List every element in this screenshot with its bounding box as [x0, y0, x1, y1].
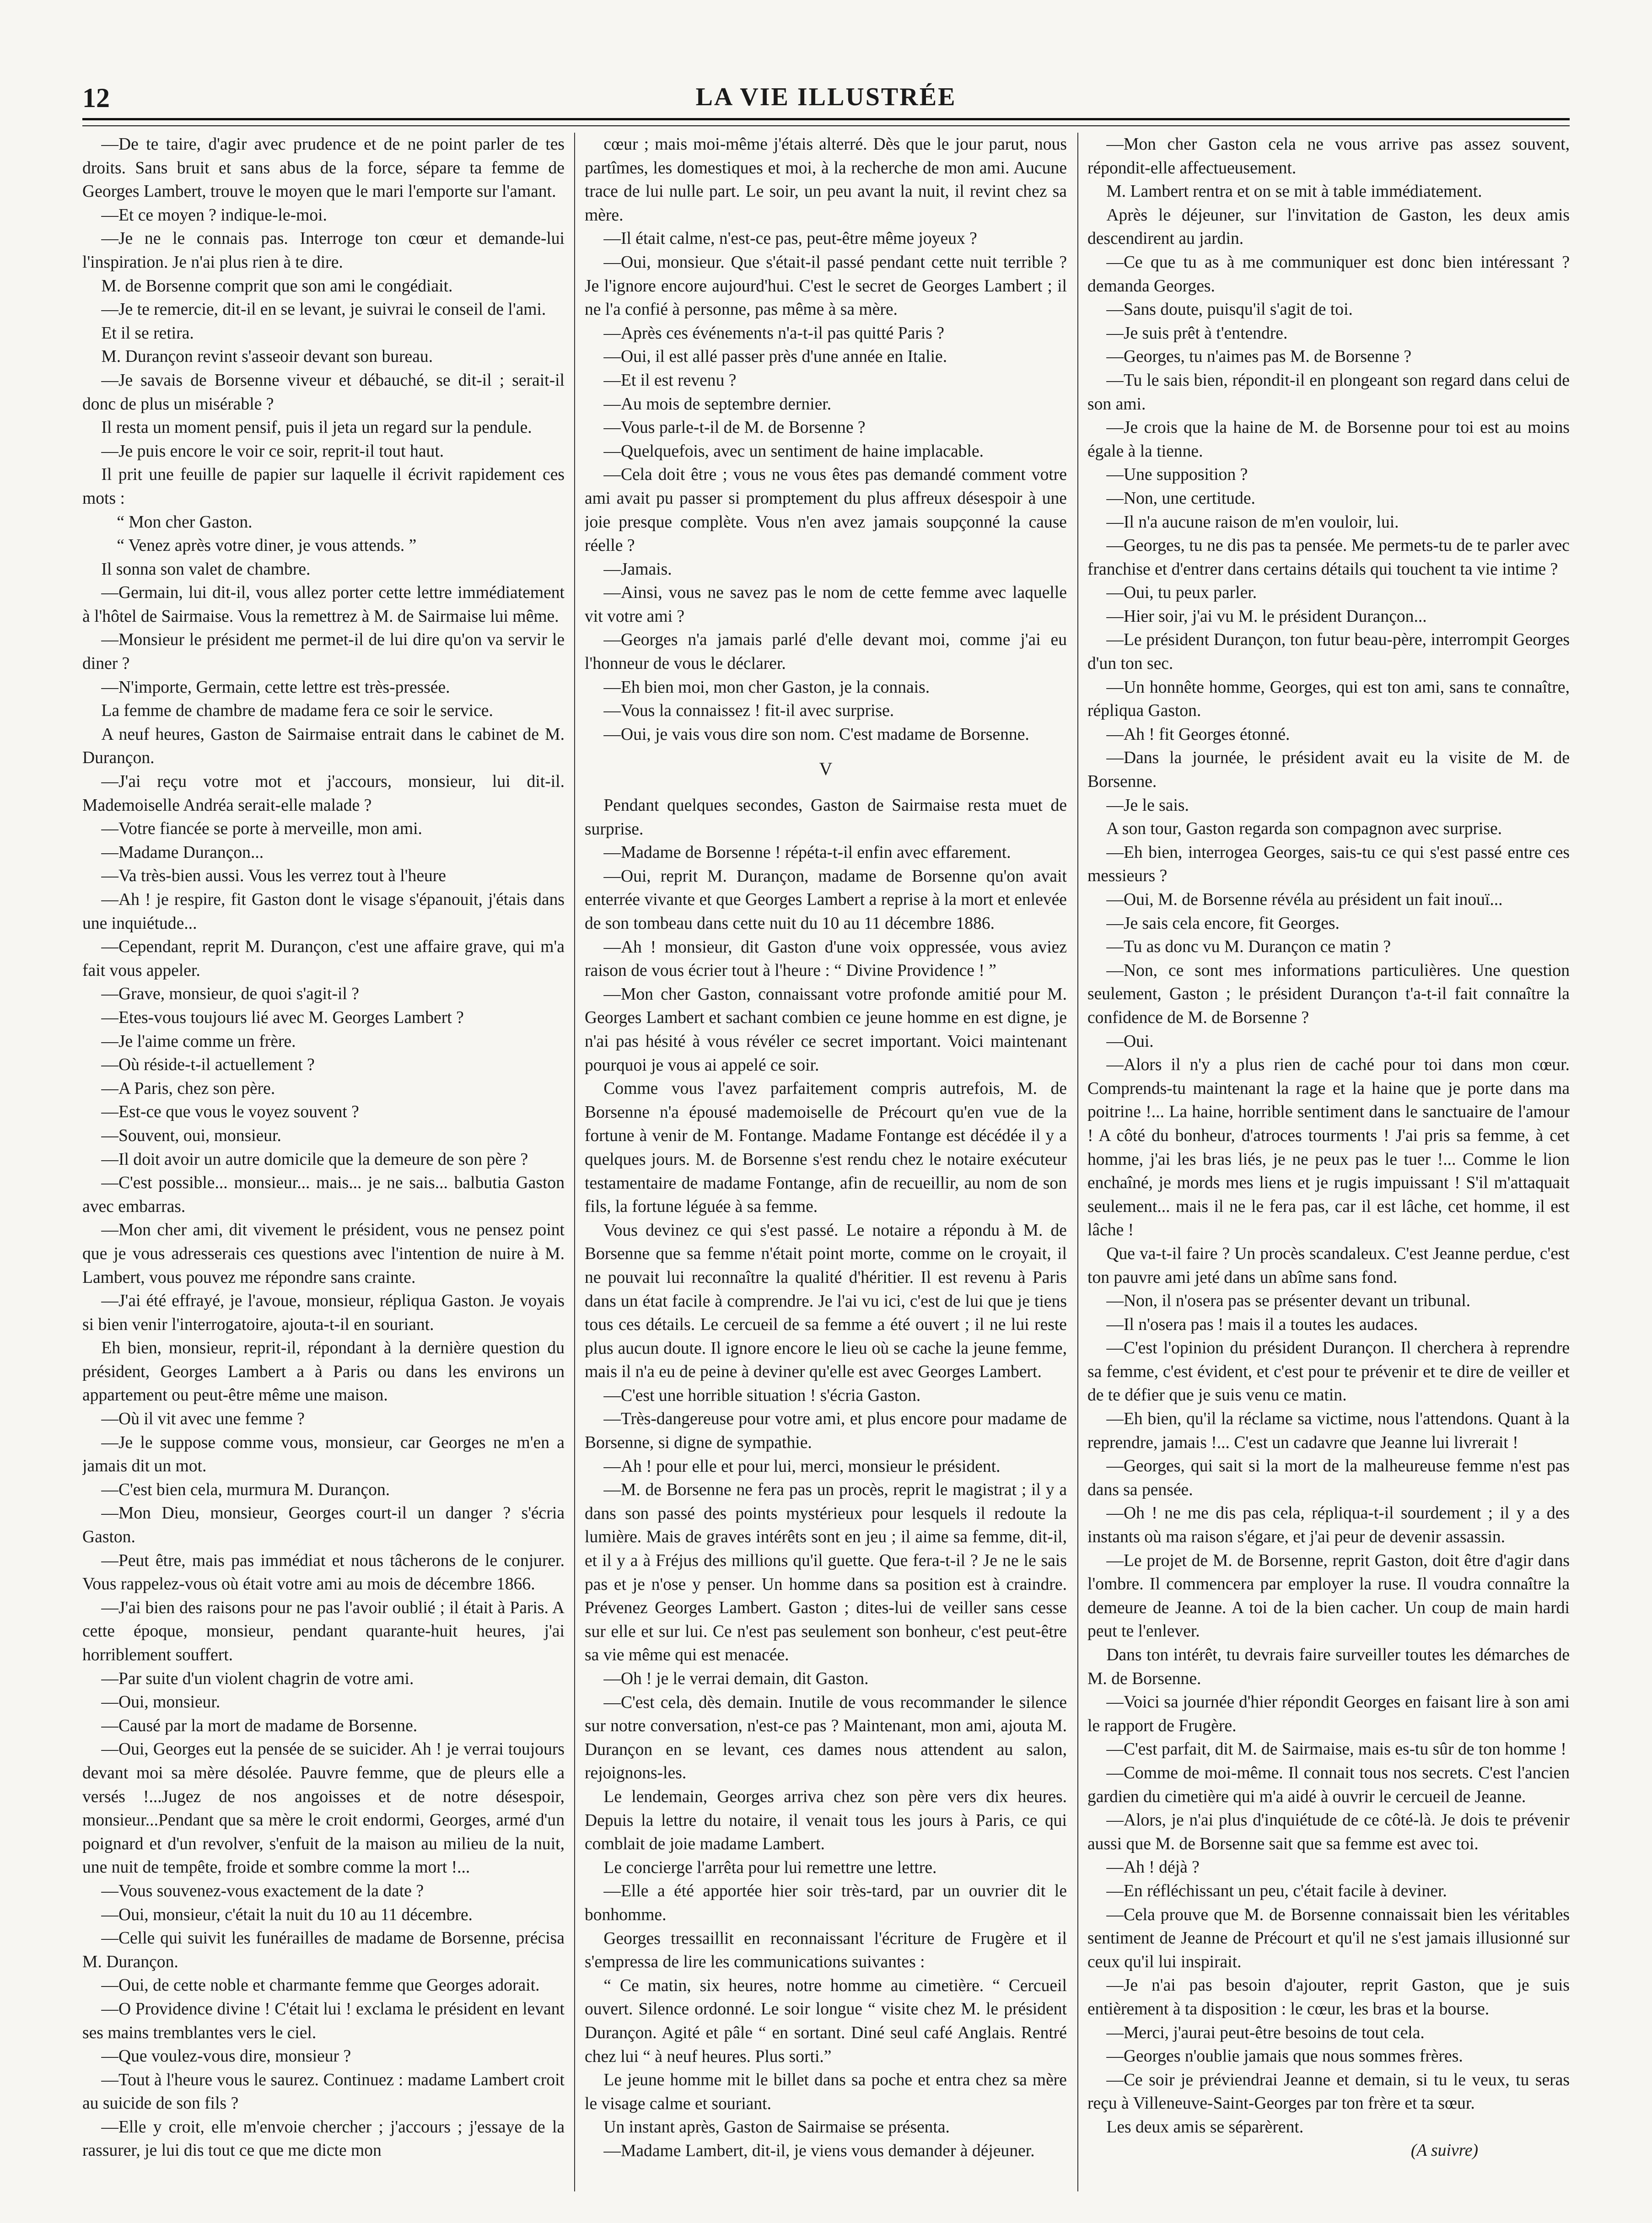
paragraph: —Le projet de M. de Borsenne, reprit Gaston, doit être d'agir dans l'ombre. Il commencera par employer la ruse. Il voudra connaître la demeure de Jeanne. A toi de la bien cacher. Un coup de main hardi peut te l'enlever.	[1087, 1551, 1570, 1641]
paragraph: “ Venez après votre diner, je vous attends. ”	[117, 536, 417, 555]
continuation-note: (A suivre)	[1410, 2141, 1478, 2160]
paragraph: —Je le suppose comme vous, monsieur, car Georges ne m'en a jamais dit un mot.	[82, 1433, 565, 1476]
paragraph: —O Providence divine ! C'était lui ! exclama le président en levant ses mains tremblantes vers le ciel.	[82, 1999, 565, 2042]
paragraph: —Peut être, mais pas immédiat et nous tâcherons de le conjurer. Vous rappelez-vous où était votre ami au mois de décembre 1866.	[82, 1551, 565, 1594]
paragraph: —Tu le sais bien, répondit-il en plongeant son regard dans celui de son ami.	[1087, 371, 1570, 414]
paragraph: —Oui, monsieur. Que s'était-il passé pendant cette nuit terrible ? Je l'ignore encore aujourd'hui. C'est le secret de Georges Lambert ; il ne l'a confié à personne, pas même à sa mère.	[585, 253, 1067, 319]
paragraph: —Elle a été apportée hier soir très-tard, par un ouvrier dit le bonhomme.	[585, 1882, 1067, 1924]
paragraph: —Cela prouve que M. de Borsenne connaissait bien les véritables sentiment de Jeanne de Précourt et qu'il ne s'est jamais illusionné sur ceux qu'il lui inspirait.	[1087, 1905, 1570, 1971]
paragraph: —Monsieur le président me permet-il de lui dire qu'on va servir le diner ?	[82, 630, 565, 673]
paragraph: —Ah ! fit Georges étonné.	[1106, 725, 1290, 744]
paragraph: —Oui, monsieur.	[101, 1693, 221, 1712]
paragraph: —Mon cher Gaston, connaissant votre profonde amitié pour M. Georges Lambert et sachant combien ce jeune homme en est digne, je n'ai pas hésité à vous révéler ce secret important. Voici maintenant pourquoi je vous ai appelé ce soir.	[585, 985, 1067, 1075]
paragraph: Il resta un moment pensif, puis il jeta un regard sur la pendule.	[101, 418, 532, 437]
paragraph: —Causé par la mort de madame de Borsenne.	[101, 1716, 418, 1735]
paragraph: Pendant quelques secondes, Gaston de Sairmaise resta muet de surprise.	[585, 796, 1067, 839]
paragraph: —Le président Durançon, ton futur beau-père, interrompit Georges d'un ton sec.	[1087, 630, 1570, 673]
paragraph: —Je savais de Borsenne viveur et débauché, se dit-il ; serait-il donc de plus un misérable ?	[82, 371, 565, 414]
paragraph: —N'importe, Germain, cette lettre est très-pressée.	[101, 678, 450, 697]
paragraph: —Eh bien, interrogea Georges, sais-tu ce qui s'est passé entre ces messieurs ?	[1087, 843, 1570, 886]
paragraph: —Il doit avoir un autre domicile que la demeure de son père ?	[101, 1150, 528, 1169]
paragraph: A son tour, Gaston regarda son compagnon avec surprise.	[1106, 819, 1502, 839]
paragraph: “ Mon cher Gaston.	[117, 512, 253, 532]
column-divider	[1077, 133, 1078, 2191]
paragraph: —Hier soir, j'ai vu M. le président Durançon...	[1106, 607, 1427, 626]
paragraph: —A Paris, chez son père.	[101, 1079, 275, 1098]
paragraph: —Eh bien, qu'il la réclame sa victime, nous l'attendons. Quant à la reprendre, jamais !... C'est un cadavre que Jeanne lui livrerait !	[1087, 1410, 1570, 1452]
paragraph: —Oui, Georges eut la pensée de se suicider. Ah ! je verrai toujours devant moi sa mère désolée. Pauvre femme, que de pleurs elle a versés !...Jugez de nos angoisses et de notre désespoir, monsieur...Pendant que sa mère le croit endormi, Georges, armé d'un poignard et d'un revolver, s'enfuit de la maison au milieu de la nuit, une nuit de tempête, froide et sombre comme la mort !...	[82, 1740, 565, 1877]
text-column-3	[1087, 133, 1570, 2198]
paragraph: —Par suite d'un violent chagrin de votre ami.	[101, 1669, 414, 1688]
paragraph: —Que voulez-vous dire, monsieur ?	[101, 2047, 351, 2066]
paragraph: —J'ai été effrayé, je l'avoue, monsieur, répliqua Gaston. Je voyais si bien venir l'interrogatoire, ajouta-t-il en souriant.	[82, 1292, 565, 1334]
paragraph: —Je l'aime comme un frère.	[101, 1032, 296, 1051]
paragraph: —Jamais.	[603, 560, 672, 579]
paragraph: —Vous parle-t-il de M. de Borsenne ?	[603, 418, 866, 437]
paragraph: Le concierge l'arrêta pour lui remettre une lettre.	[603, 1858, 937, 1877]
paragraph: —Est-ce que vous le voyez souvent ?	[101, 1103, 359, 1122]
paragraph: —Mon Dieu, monsieur, Georges court-il un danger ? s'écria Gaston.	[82, 1504, 565, 1547]
paragraph: —Et il est revenu ?	[603, 371, 737, 390]
paragraph: —Elle y croit, elle m'envoie chercher ; j'accours ; j'essaye de la rassurer, je lui dis tout ce que me dicte mon	[82, 2117, 565, 2160]
paragraph: —Une supposition ?	[1106, 465, 1248, 484]
paragraph: Et il se retira.	[101, 323, 194, 343]
paragraph: —Ce soir je préviendrai Jeanne et demain, si tu le veux, tu seras reçu à Villeneuve-Saint-Georges par ton frère et ta sœur.	[1087, 2070, 1570, 2113]
paragraph: —Oui.	[1106, 1032, 1154, 1051]
paragraph: —Eh bien moi, mon cher Gaston, je la connais.	[603, 678, 930, 697]
paragraph: —C'est possible... monsieur... mais... je ne sais... balbutia Gaston avec embarras.	[82, 1173, 565, 1216]
paragraph: —Oui, de cette noble et charmante femme que Georges adorait.	[101, 1976, 540, 1995]
paragraph: —Je suis prêt à t'entendre.	[1106, 323, 1288, 343]
paragraph: La femme de chambre de madame fera ce soir le service.	[101, 701, 493, 721]
paragraph: —C'est cela, dès demain. Inutile de vous recommander le silence sur notre conversation, n'est-ce pas ? Maintenant, mon ami, ajouta M. Durançon en se levant, ces dames nous attendent au salon, rejoignons-les.	[585, 1693, 1067, 1783]
paragraph: Les deux amis se séparèrent.	[1106, 2117, 1304, 2137]
paragraph: —Tout à l'heure vous le saurez. Continuez : madame Lambert croit au suicide de son fils ?	[82, 2070, 565, 2113]
paragraph: Georges tressaillit en reconnaissant l'écriture de Frugère et il s'empressa de lire les communications suivantes :	[585, 1929, 1067, 1972]
paragraph: M. de Borsenne comprit que son ami le congédiait.	[101, 276, 453, 296]
paragraph: —Georges, tu n'aimes pas M. de Borsenne ?	[1106, 347, 1412, 366]
paragraph: —Alors il n'y a plus rien de caché pour toi dans mon cœur. Comprends-tu maintenant la rage et la haine que je porte dans ma poitrine !... La haine, horrible sentiment dans le sanctuaire de l'amour ! A côté du bonheur, d'atroces tourments ! J'ai pris sa femme, à cet homme, j'ai les bras liés, je ne peux pas le tuer !... Comme le lion enchaîné, je mords mes liens et je rugis impuissant ! S'il m'attaquait seulement... mais il ne le fera pas, car il est lâche, cet homme, il est lâche !	[1087, 1055, 1570, 1240]
paragraph: —Oui, tu peux parler.	[1106, 583, 1257, 603]
paragraph: Le jeune homme mit le billet dans sa poche et entra chez sa mère le visage calme et souriant.	[585, 2071, 1067, 2113]
paragraph: —Non, une certitude.	[1106, 489, 1255, 508]
paragraph: —Je le sais.	[1106, 796, 1189, 815]
paragraph: —Etes-vous toujours lié avec M. Georges Lambert ?	[101, 1008, 464, 1027]
paragraph: Dans ton intérêt, tu devrais faire surveiller toutes les démarches de M. de Borsenne.	[1087, 1646, 1570, 1688]
paragraph: M. Durançon revint s'asseoir devant son bureau.	[101, 347, 433, 366]
paragraph: —Ah ! je respire, fit Gaston dont le visage s'épanouit, j'étais dans une inquiétude...	[82, 890, 565, 933]
paragraph: —Quelquefois, avec un sentiment de haine implacable.	[603, 441, 984, 461]
paragraph: —En réfléchissant un peu, c'était facile à deviner.	[1106, 1881, 1447, 1900]
paragraph: —Merci, j'aurai peut-être besoins de tout cela.	[1106, 2023, 1425, 2042]
paragraph: —Où il vit avec une femme ?	[101, 1410, 305, 1429]
paragraph: —Tu as donc vu M. Durançon ce matin ?	[1106, 937, 1391, 957]
journal-title: LA VIE ILLUSTRÉE	[695, 83, 957, 111]
paragraph: —Après ces événements n'a-t-il pas quitté Paris ?	[603, 323, 944, 343]
paragraph: —Ah ! monsieur, dit Gaston d'une voix oppressée, vous aviez raison de vous écrier tout à l'heure : “ Divine Providence ! ”	[585, 937, 1067, 980]
page-number: 12	[82, 83, 110, 113]
paragraph: —Je n'ai pas besoin d'ajouter, reprit Gaston, que je suis entièrement à ta disposition : le cœur, les bras et la bourse.	[1087, 1976, 1570, 2018]
paragraph: —Oui, il est allé passer près d'une année en Italie.	[603, 347, 947, 366]
paragraph: —Georges, tu ne dis pas ta pensée. Me permets-tu de te parler avec franchise et d'entrer dans certains détails qui touchent ta vie intime ?	[1087, 536, 1570, 579]
paragraph: —Cela doit être ; vous ne vous êtes pas demandé comment votre ami avait pu passer si promptement du plus affreux désespoir à une joie presque complète. Vous n'en avez jamais soupçonné la cause réelle ?	[585, 465, 1067, 555]
paragraph: Un instant après, Gaston de Sairmaise se présenta.	[603, 2118, 950, 2137]
paragraph: —C'est l'opinion du président Durançon. Il cherchera à reprendre sa femme, c'est évident, et c'est pour te prévenir et te dire de veiller et de te défier que je suis venu ce matin.	[1087, 1339, 1570, 1405]
paragraph: —Madame Durançon...	[101, 843, 264, 862]
paragraph: Le lendemain, Georges arriva chez son père vers dix heures. Depuis la lettre du notaire, il venait tous les jours à Paris, ce qui comblait de joie madame Lambert.	[585, 1787, 1067, 1854]
paragraph: Eh bien, monsieur, reprit-il, répondant à la dernière question du président, Georges Lambert a à Paris ou dans les environs un appartement ou peut-être même une maison.	[82, 1339, 565, 1405]
paragraph: —Oui, reprit M. Durançon, madame de Borsenne qu'on avait enterrée vivante et que Georges Lambert a reprise à la mort et enlevée de son tombeau dans cette nuit du 10 au 11 décembre 1886.	[585, 867, 1067, 933]
paragraph: —Je ne le connais pas. Interroge ton cœur et demande-lui l'inspiration. Je n'ai plus rien à te dire.	[82, 229, 565, 272]
paragraph: —Sans doute, puisqu'il s'agit de toi.	[1106, 300, 1353, 319]
paragraph: —Souvent, oui, monsieur.	[101, 1126, 281, 1145]
paragraph: —Voici sa journée d'hier répondit Georges en faisant lire à son ami le rapport de Frugère.	[1087, 1693, 1570, 1735]
paragraph: —Oui, M. de Borsenne révéla au président un fait inouï...	[1106, 890, 1503, 909]
paragraph: —Vous souvenez-vous exactement de la date ?	[101, 1881, 424, 1900]
text-column-1	[82, 133, 565, 2198]
paragraph: —Je te remercie, dit-il en se levant, je suivrai le conseil de l'ami.	[101, 300, 546, 319]
paragraph: Vous devinez ce qui s'est passé. Le notaire a répondu à M. de Borsenne que sa femme n'était point morte, comme on le croyait, il ne pouvait lui reconnaître la qualité d'héritier. Il est revenu à Paris dans un état facile à comprendre. Je l'ai vu ici, c'est de lui que je tiens tous ces détails. Le cercueil de sa femme a été ouvert ; il ne lui reste plus aucun doute. Il ignore encore le lieu où se cache la jeune femme, mais il n'a eu de peine à deviner qu'elle est avec Georges Lambert.	[585, 1221, 1067, 1382]
paragraph: —Georges n'oublie jamais que nous sommes frères.	[1106, 2047, 1463, 2066]
paragraph: —Je sais cela encore, fit Georges.	[1106, 914, 1340, 933]
paragraph: —Dans la journée, le président avait eu la visite de M. de Borsenne.	[1087, 748, 1570, 791]
column-divider	[574, 133, 575, 2191]
paragraph: —Un honnête homme, Georges, qui est ton ami, sans te connaître, répliqua Gaston.	[1087, 678, 1570, 721]
paragraph: —Ce que tu as à me communiquer est donc bien intéressant ? demanda Georges.	[1087, 253, 1570, 296]
paragraph: —Oh ! ne me dis pas cela, répliqua-t-il sourdement ; il y a des instants où ma raison s'égare, et j'ai peur de devenir assassin.	[1087, 1504, 1570, 1547]
paragraph: Comme vous l'avez parfaitement compris autrefois, M. de Borsenne n'a épousé mademoiselle de Précourt qu'en vue de la fortune à venir de M. Fontange. Madame Fontange est décédée il y a quelques jours. M. de Borsenne s'est rendu chez le notaire exécuteur testamentaire de madame Fontange, afin de recueillir, au nom de son fils, la fortune léguée à sa femme.	[585, 1079, 1067, 1216]
paragraph: —Il était calme, n'est-ce pas, peut-être même joyeux ?	[603, 229, 977, 248]
paragraph: —Ainsi, vous ne savez pas le nom de cette femme avec laquelle vit votre ami ?	[585, 583, 1067, 626]
paragraph: —Ah ! déjà ?	[1106, 1858, 1200, 1877]
paragraph: Que va-t-il faire ? Un procès scandaleux. C'est Jeanne perdue, c'est ton pauvre ami jeté dans un abîme sans fond.	[1087, 1244, 1570, 1287]
header-rule-thin	[82, 125, 1570, 126]
paragraph: M. Lambert rentra et on se mit à table immédiatement.	[1106, 182, 1482, 201]
paragraph: —Oui, monsieur, c'était la nuit du 10 au 11 décembre.	[101, 1905, 473, 1924]
paragraph: —Votre fiancée se porte à merveille, mon ami.	[101, 819, 422, 839]
paragraph: —Non, il n'osera pas se présenter devant un tribunal.	[1106, 1292, 1471, 1311]
paragraph: —C'est bien cela, murmura M. Durançon.	[101, 1480, 390, 1499]
paragraph: —C'est parfait, dit M. de Sairmaise, mais es-tu sûr de ton homme !	[1106, 1740, 1566, 1759]
paragraph: —Grave, monsieur, de quoi s'agit-il ?	[101, 985, 359, 1004]
paragraph: —J'ai bien des raisons pour ne pas l'avoir oublié ; il était à Paris. A cette époque, monsieur, pendant quarante-huit heures, j'ai horriblement souffert.	[82, 1598, 565, 1664]
paragraph: —C'est une horrible situation ! s'écria Gaston.	[603, 1386, 921, 1405]
paragraph: —Alors, je n'ai plus d'inquiétude de ce côté-là. Je dois te prévenir aussi que M. de Borsenne sait que sa femme est avec toi.	[1087, 1811, 1570, 1853]
paragraph: A neuf heures, Gaston de Sairmaise entrait dans le cabinet de M. Durançon.	[82, 725, 565, 768]
paragraph: —Je puis encore le voir ce soir, reprit-il tout haut.	[101, 441, 444, 461]
paragraph: —Mon cher ami, dit vivement le président, vous ne pensez point que je vous adresserais ces questions avec l'intention de nuire à M. Lambert, vous pouvez me répondre sans crainte.	[82, 1221, 565, 1287]
paragraph: —Celle qui suivit les funérailles de madame de Borsenne, précisa M. Durançon.	[82, 1929, 565, 1971]
paragraph: Il prit une feuille de papier sur laquelle il écrivit rapidement ces mots :	[82, 465, 565, 508]
paragraph: —Il n'osera pas ! mais il a toutes les audaces.	[1106, 1315, 1418, 1334]
paragraph: “ Ce matin, six heures, notre homme au cimetière. “ Cercueil ouvert. Silence ordonné. Le soir longue “ visite chez M. le président Durançon. Agité et pâle “ en sortant. Diné seul café Anglais. Rentré chez lui “ à neuf heures. Plus sorti.”	[585, 1976, 1067, 2066]
header-rule-thick	[82, 118, 1570, 120]
paragraph: Après le déjeuner, sur l'invitation de Gaston, les deux amis descendirent au jardin.	[1087, 205, 1570, 248]
paragraph: —Madame de Borsenne ! répéta-t-il enfin avec effarement.	[603, 843, 1011, 862]
paragraph: —Et ce moyen ? indique-le-moi.	[101, 205, 327, 225]
paragraph: —Vous la connaissez ! fit-il avec surprise.	[603, 701, 894, 721]
paragraph: —Non, ce sont mes informations particulières. Une question seulement, Gaston ; le président Durançon t'a-t-il fait connaître la confidence de M. de Borsenne ?	[1087, 961, 1570, 1027]
paragraph: —Ah ! pour elle et pour lui, merci, monsieur le président.	[603, 1457, 1001, 1476]
paragraph: —Où réside-t-il actuellement ?	[101, 1055, 315, 1075]
paragraph: —Georges, qui sait si la mort de la malheureuse femme n'est pas dans sa pensée.	[1087, 1457, 1570, 1499]
paragraph: —Oh ! je le verrai demain, dit Gaston.	[603, 1669, 869, 1688]
paragraph: —Georges n'a jamais parlé d'elle devant moi, comme j'ai eu l'honneur de vous le déclarer.	[585, 630, 1067, 673]
paragraph: —J'ai reçu votre mot et j'accours, monsieur, lui dit-il. Mademoiselle Andréa serait-elle malade ?	[82, 772, 565, 815]
paragraph: —De te taire, d'agir avec prudence et de ne point parler de tes droits. Sans bruit et sans abus de la force, sépare ta femme de Georges Lambert, trouve le moyen que le mari l'emporte sur l'amant.	[82, 135, 565, 201]
paragraph: —Comme de moi-même. Il connait tous nos secrets. C'est l'ancien gardien du cimetière qui m'a aidé à ouvrir le cercueil de Jeanne.	[1087, 1763, 1570, 1806]
paragraph: —Madame Lambert, dit-il, je viens vous demander à déjeuner.	[603, 2141, 1035, 2160]
paragraph: —Au mois de septembre dernier.	[603, 394, 832, 414]
chapter-heading: V	[819, 759, 833, 780]
paragraph: —Il n'a aucune raison de m'en vouloir, lui.	[1106, 512, 1399, 532]
paragraph: —Oui, je vais vous dire son nom. C'est madame de Borsenne.	[603, 725, 1029, 744]
paragraph: —Va très-bien aussi. Vous les verrez tout à l'heure	[101, 867, 446, 886]
text-column-2	[585, 133, 1067, 2198]
paragraph: —Germain, lui dit-il, vous allez porter cette lettre immédiatement à l'hôtel de Sairmaise. Vous la remettrez à M. de Sairmaise lui même.	[82, 583, 565, 626]
paragraph: —M. de Borsenne ne fera pas un procès, reprit le magistrat ; il y a dans son passé des points mystérieux pour lesquels il redoute la lumière. Mais de graves intérêts sont en jeu ; il aime sa femme, dit-il, et il y a à Fréjus des millions qu'il guette. Que fera-t-il ? Je ne le sais pas et je n'ose y penser. Un homme dans sa position est à craindre. Prévenez Georges Lambert. Gaston ; dites-lui de veiller sans cesse sur elle et sur lui. Ce n'est pas seulement son bonheur, c'est peut-être sa vie même qui est menacée.	[585, 1480, 1067, 1665]
paragraph: —Mon cher Gaston cela ne vous arrive pas assez souvent, répondit-elle affectueusement.	[1087, 135, 1570, 178]
paragraph: cœur ; mais moi-même j'étais alterré. Dès que le jour parut, nous partîmes, les domestiques et moi, à la recherche de mon ami. Aucune trace de lui nulle part. Le soir, un peu avant la nuit, il revint chez sa mère.	[585, 135, 1067, 225]
paragraph: —Cependant, reprit M. Durançon, c'est une affaire grave, qui m'a fait vous appeler.	[82, 937, 565, 980]
paragraph: —Très-dangereuse pour votre ami, et plus encore pour madame de Borsenne, si digne de sympathie.	[585, 1410, 1067, 1453]
page-header	[82, 82, 1570, 119]
paragraph: —Je crois que la haine de M. de Borsenne pour toi est au moins égale à la tienne.	[1087, 418, 1570, 461]
paragraph: Il sonna son valet de chambre.	[101, 560, 311, 579]
